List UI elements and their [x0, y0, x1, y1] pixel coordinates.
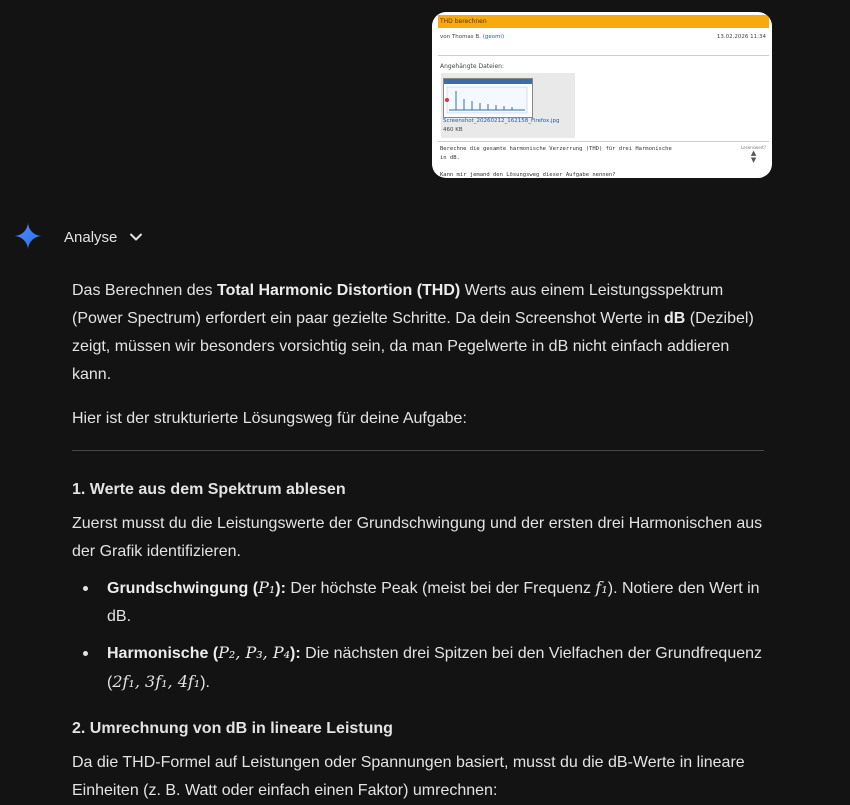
chevron-down-icon[interactable]	[128, 229, 144, 245]
file-thumbnail[interactable]	[443, 78, 533, 118]
math-term: f₁	[595, 578, 608, 597]
divider	[438, 141, 769, 142]
vote-widget[interactable]	[741, 145, 766, 164]
vote-up-icon[interactable]: ▲	[750, 149, 757, 157]
text: Der höchste Peak (meist bei der Frequenz	[285, 580, 596, 597]
post-title-bar: THD berechnen	[438, 15, 769, 28]
gemini-spark-icon	[15, 223, 41, 249]
post-question-line: Kann mir jemand den Lösungsweg dieser Aufgabe nennen?	[440, 172, 616, 178]
post-date: 13.02.2026 11:34	[716, 34, 766, 40]
post-author-nick[interactable]: (geomi)	[482, 34, 505, 40]
analysis-toggle-label[interactable]: Analyse	[64, 229, 118, 246]
post-question	[440, 145, 730, 163]
bold-term: dB	[663, 310, 686, 327]
text: Das Berechnen des	[72, 282, 217, 299]
section-paragraph: Zuerst musst du die Leistungswerte der Grundschwingung und der ersten drei Harmonischen aus der Grafik identifizieren.	[72, 515, 763, 560]
text: (Dezibel) zeigt, müssen wir besonders vorsichtig sein, da man Pegelwerte in dB nicht einfach addieren kann.	[72, 310, 754, 383]
list-item	[72, 639, 764, 697]
file-link[interactable]: Screenshot_20260212_162158_Firefox.jpg	[443, 118, 560, 124]
post-question-line: in dB.	[440, 155, 460, 161]
attached-files-label: Angehängte Dateien:	[440, 63, 504, 70]
list-item	[72, 574, 764, 631]
post-author: von Thomas B.	[440, 34, 481, 40]
bold-term: Total Harmonic Distortion (THD)	[216, 282, 461, 299]
text: ).	[200, 674, 210, 691]
spectrum-thumbnail-image	[444, 79, 532, 117]
vote-label: Lesenswert?	[741, 145, 766, 150]
divider	[438, 55, 769, 56]
post-question-line: Berechne die gesamte harmonische Verzerrung (THD) für drei Harmonische	[440, 146, 672, 152]
section-paragraph: Da die THD-Formel auf Leistungen oder Spannungen basiert, musst du die dB-Werte in lineare Einheiten (z. B. Watt oder einfach einen Faktor) umrechnen:	[72, 754, 745, 799]
section-heading: 2. Umrechnung von dB in lineare Leistung	[72, 720, 393, 737]
bullet-label: Grundschwingung (P₁):	[107, 578, 286, 597]
attachment-screenshot[interactable]	[432, 12, 772, 178]
response-body	[72, 277, 764, 805]
text: ). Notiere den Wert in dB.	[107, 580, 760, 625]
section-heading: 1. Werte aus dem Spektrum ablesen	[72, 481, 346, 498]
file-size: 460 KB	[443, 127, 463, 133]
text: Die nächsten drei Spitzen bei den Vielfachen der Grundfrequenz (	[107, 645, 763, 691]
bullet-label: Harmonische (P₂, P₃, P₄):	[107, 643, 301, 662]
math-term: 2f₁, 3f₁, 4f₁	[112, 672, 201, 691]
intro-paragraph	[72, 277, 764, 389]
text: Werts aus einem Leistungsspektrum (Power Spectrum) erfordert ein paar gezielte Schritte. Da dein Screenshot Werte in	[72, 282, 724, 327]
lead-paragraph: Hier ist der strukturierte Lösungsweg für deine Aufgabe:	[72, 410, 467, 427]
bullet-list	[72, 574, 764, 697]
post-meta	[440, 34, 766, 40]
vote-down-icon[interactable]: ▼	[750, 156, 757, 164]
section-divider	[72, 450, 764, 451]
